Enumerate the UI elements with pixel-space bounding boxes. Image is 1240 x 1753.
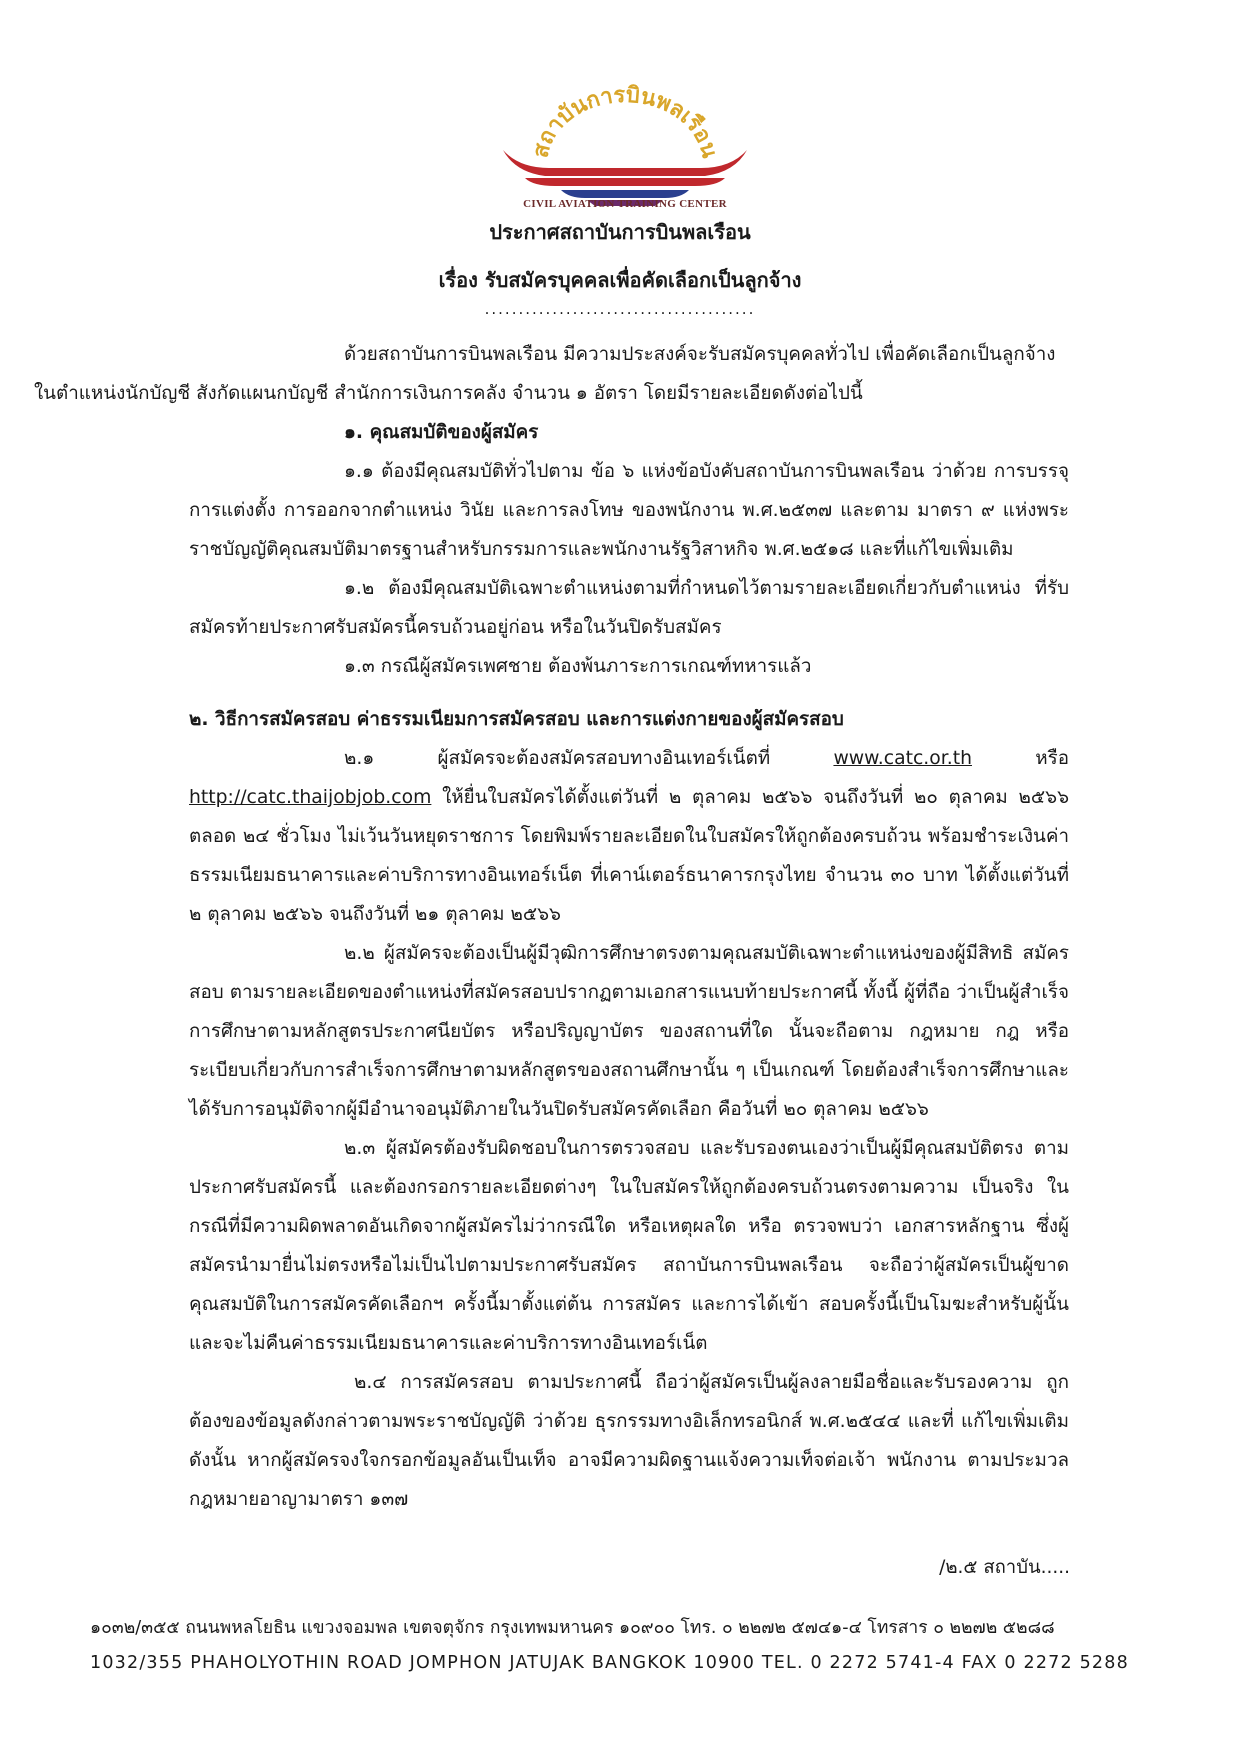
svg-text:สถาบันการบินพลเรือน xyxy=(528,83,721,161)
section1-item3: ๑.๓ กรณีผู้สมัครเพศชาย ต้องพ้นภาระการเกณฑ์ทหารแล้ว xyxy=(344,656,812,677)
intro-line-1: ด้วยสถาบันการบินพลเรือน มีความประสงค์จะรับสมัครบุคคลทั่วไป เพื่อคัดเลือกเป็นลูกจ้าง xyxy=(344,344,1056,365)
footer-address-english: 1032/355 PHAHOLYOTHIN ROAD JOMPHON JATUJAK BANGKOK 10900 TEL. 0 2272 5741-4 FAX 0 2272 5288 xyxy=(90,1653,1129,1673)
section1-item2: ๑.๒ ต้องมีคุณสมบัติเฉพาะตำแหน่งตามที่กำหนดไว้ตามรายละเอียดเกี่ยวกับตำแหน่ง ที่รับสมัครท้ายประกาศรับสมัครนี้ครบถ้วนอยู่ก่อน หรือในวันปิดรับสมัคร xyxy=(189,578,1069,638)
section2-item4: ๒.๔ การสมัครสอบ ตามประกาศนี้ ถือว่าผู้สมัครเป็นผู้ลงลายมือชื่อและรับรองความ ถูกต้องของข้อมูลดังกล่าวตามพระราชบัญญัติ ว่าด้วย ธุรกรรมทางอิเล็กทรอนิกส์ พ.ศ.๒๕๔๔ และที่ แก้ไขเพิ่มเติม ดังนั้น หากผู้สมัครจงใจกรอกข้อมูลอันเป็นเท็จ อาจมีความผิดฐานแจ้งความเท็จต่อเจ้า พนักงาน ตามประมวลกฎหมายอาญามาตรา ๑๓๗ xyxy=(189,1372,1069,1510)
catc-website-link[interactable]: www.catc.or.th xyxy=(833,748,972,769)
thaijobjob-link[interactable]: http://catc.thaijobjob.com xyxy=(189,787,432,808)
section2-item1-text-b: หรือ xyxy=(971,748,1070,769)
logo-caption: CIVIL AVIATION TRAINING CENTER xyxy=(523,198,727,210)
section2-heading: ๒. วิธีการสมัครสอบ ค่าธรรมเนียมการสมัครสอบ และการแต่งกายของผู้สมัครสอบ xyxy=(189,709,844,730)
section2-item1-text-c: ให้ยื่นใบสมัครได้ตั้งแต่วันที่ ๒ ตุลาคม ๒๕๖๖ จนถึงวันที่ ๒๐ ตุลาคม ๒๕๖๖ ตลอด ๒๔ ชั่วโมง ไม่เว้นวันหยุดราชการ โดยพิมพ์รายละเอียดในใบสมัครให้ถูกต้องครบถ้วน พร้อมชำระเงินค่าธรรมเนียมธนาคารและค่าบริการทางอินเทอร์เน็ต ที่เคาน์เตอร์ธนาคารกรุงไทย จำนวน ๓๐ บาท ได้ตั้งแต่วันที่ ๒ ตุลาคม ๒๕๖๖ จนถึงวันที่ ๒๑ ตุลาคม ๒๕๖๖ xyxy=(189,787,1069,925)
logo-arc-text: สถาบันการบินพลเรือน xyxy=(528,82,722,161)
section2-item3: ๒.๓ ผู้สมัครต้องรับผิดชอบในการตรวจสอบ และรับรองตนเองว่าเป็นผู้มีคุณสมบัติตรง ตามประกาศรับสมัครนี้ และต้องกรอกรายละเอียดต่างๆ ในใบสมัครให้ถูกต้องครบถ้วนตรงตามความ เป็นจริง ในกรณีที่มีความผิดพลาดอันเกิดจากผู้สมัครไม่ว่ากรณีใด หรือเหตุผลใด หรือ ตรวจพบว่า เอกสารหลักฐาน ซึ่งผู้สมัครนำมายื่นไม่ตรงหรือไม่เป็นไปตามประกาศรับสมัคร สถาบันการบินพลเรือน จะถือว่าผู้สมัครเป็นผู้ขาดคุณสมบัติในการสมัครคัดเลือกฯ ครั้งนี้มาตั้งแต่ต้น การสมัคร และการได้เข้า สอบครั้งนี้เป็นโมฆะสำหรับผู้นั้น และจะไม่คืนค่าธรรมเนียมธนาคารและค่าบริการทางอินเทอร์เน็ต xyxy=(189,1138,1069,1354)
document-body xyxy=(34,335,1070,1519)
subject-title: เรื่อง รับสมัครบุคคลเพื่อคัดเลือกเป็นลูกจ้าง xyxy=(438,268,802,292)
continuation-marker: /๒.๕ สถาบัน..... xyxy=(939,1557,1070,1578)
intro-line-2: ในตำแหน่งนักบัญชี สังกัดแผนกบัญชี สำนักการเงินการคลัง จำนวน ๑ อัตรา โดยมีรายละเอียดดังต่อไปนี้ xyxy=(34,383,863,404)
section1-item1: ๑.๑ ต้องมีคุณสมบัติทั่วไปตาม ข้อ ๖ แห่งข้อบังคับสถาบันการบินพลเรือน ว่าด้วย การบรรจุ การแต่งตั้ง การออกจากตำแหน่ง วินัย และการลงโทษ ของพนักงาน พ.ศ.๒๕๓๗ และตาม มาตรา ๙ แห่งพระราชบัญญัติคุณสมบัติมาตรฐานสำหรับกรรมการและพนักงานรัฐวิสาหกิจ พ.ศ.๒๕๑๘ และที่แก้ไขเพิ่มเติม xyxy=(189,461,1069,560)
section1-heading: ๑. คุณสมบัติของผู้สมัคร xyxy=(344,422,539,443)
separator-dots: ........................................ xyxy=(484,300,756,318)
section2-item1-text-a: ๒.๑ ผู้สมัครจะต้องสมัครสอบทางอินเทอร์เน็ตที่ xyxy=(344,748,834,769)
section2-item1 xyxy=(189,739,1069,934)
section2-item2: ๒.๒ ผู้สมัครจะต้องเป็นผู้มีวุฒิการศึกษาตรงตามคุณสมบัติเฉพาะตำแหน่งของผู้มีสิทธิ สมัครสอบ ตามรายละเอียดของตำแหน่งที่สมัครสอบปรากฏตามเอกสารแนบท้ายประกาศนี้ ทั้งนี้ ผู้ที่ถือ ว่าเป็นผู้สำเร็จการศึกษาตามหลักสูตรประกาศนียบัตร หรือปริญญาบัตร ของสถานที่ใด นั้นจะถือตาม กฎหมาย กฎ หรือระเบียบเกี่ยวกับการสำเร็จการศึกษาตามหลักสูตรของสถานศึกษานั้น ๆ เป็นเกณฑ์ โดยต้องสำเร็จการศึกษาและได้รับการอนุมัติจากผู้มีอำนาจอนุมัติภายในวันปิดรับสมัครคัดเลือก คือวันที่ ๒๐ ตุลาคม ๒๕๖๖ xyxy=(189,943,1069,1120)
page-title: ประกาศสถาบันการบินพลเรือน xyxy=(489,220,751,244)
intro-paragraph xyxy=(34,335,1069,413)
footer-address-thai: ๑๐๓๒/๓๕๕ ถนนพหลโยธิน แขวงจอมพล เขตจตุจักร กรุงเทพมหานคร ๑๐๙๐๐ โทร. ๐ ๒๒๗๒ ๕๗๔๑-๔ โทรสาร ๐ ๒๒๗๒ ๕๒๘๘ xyxy=(90,1618,1055,1638)
